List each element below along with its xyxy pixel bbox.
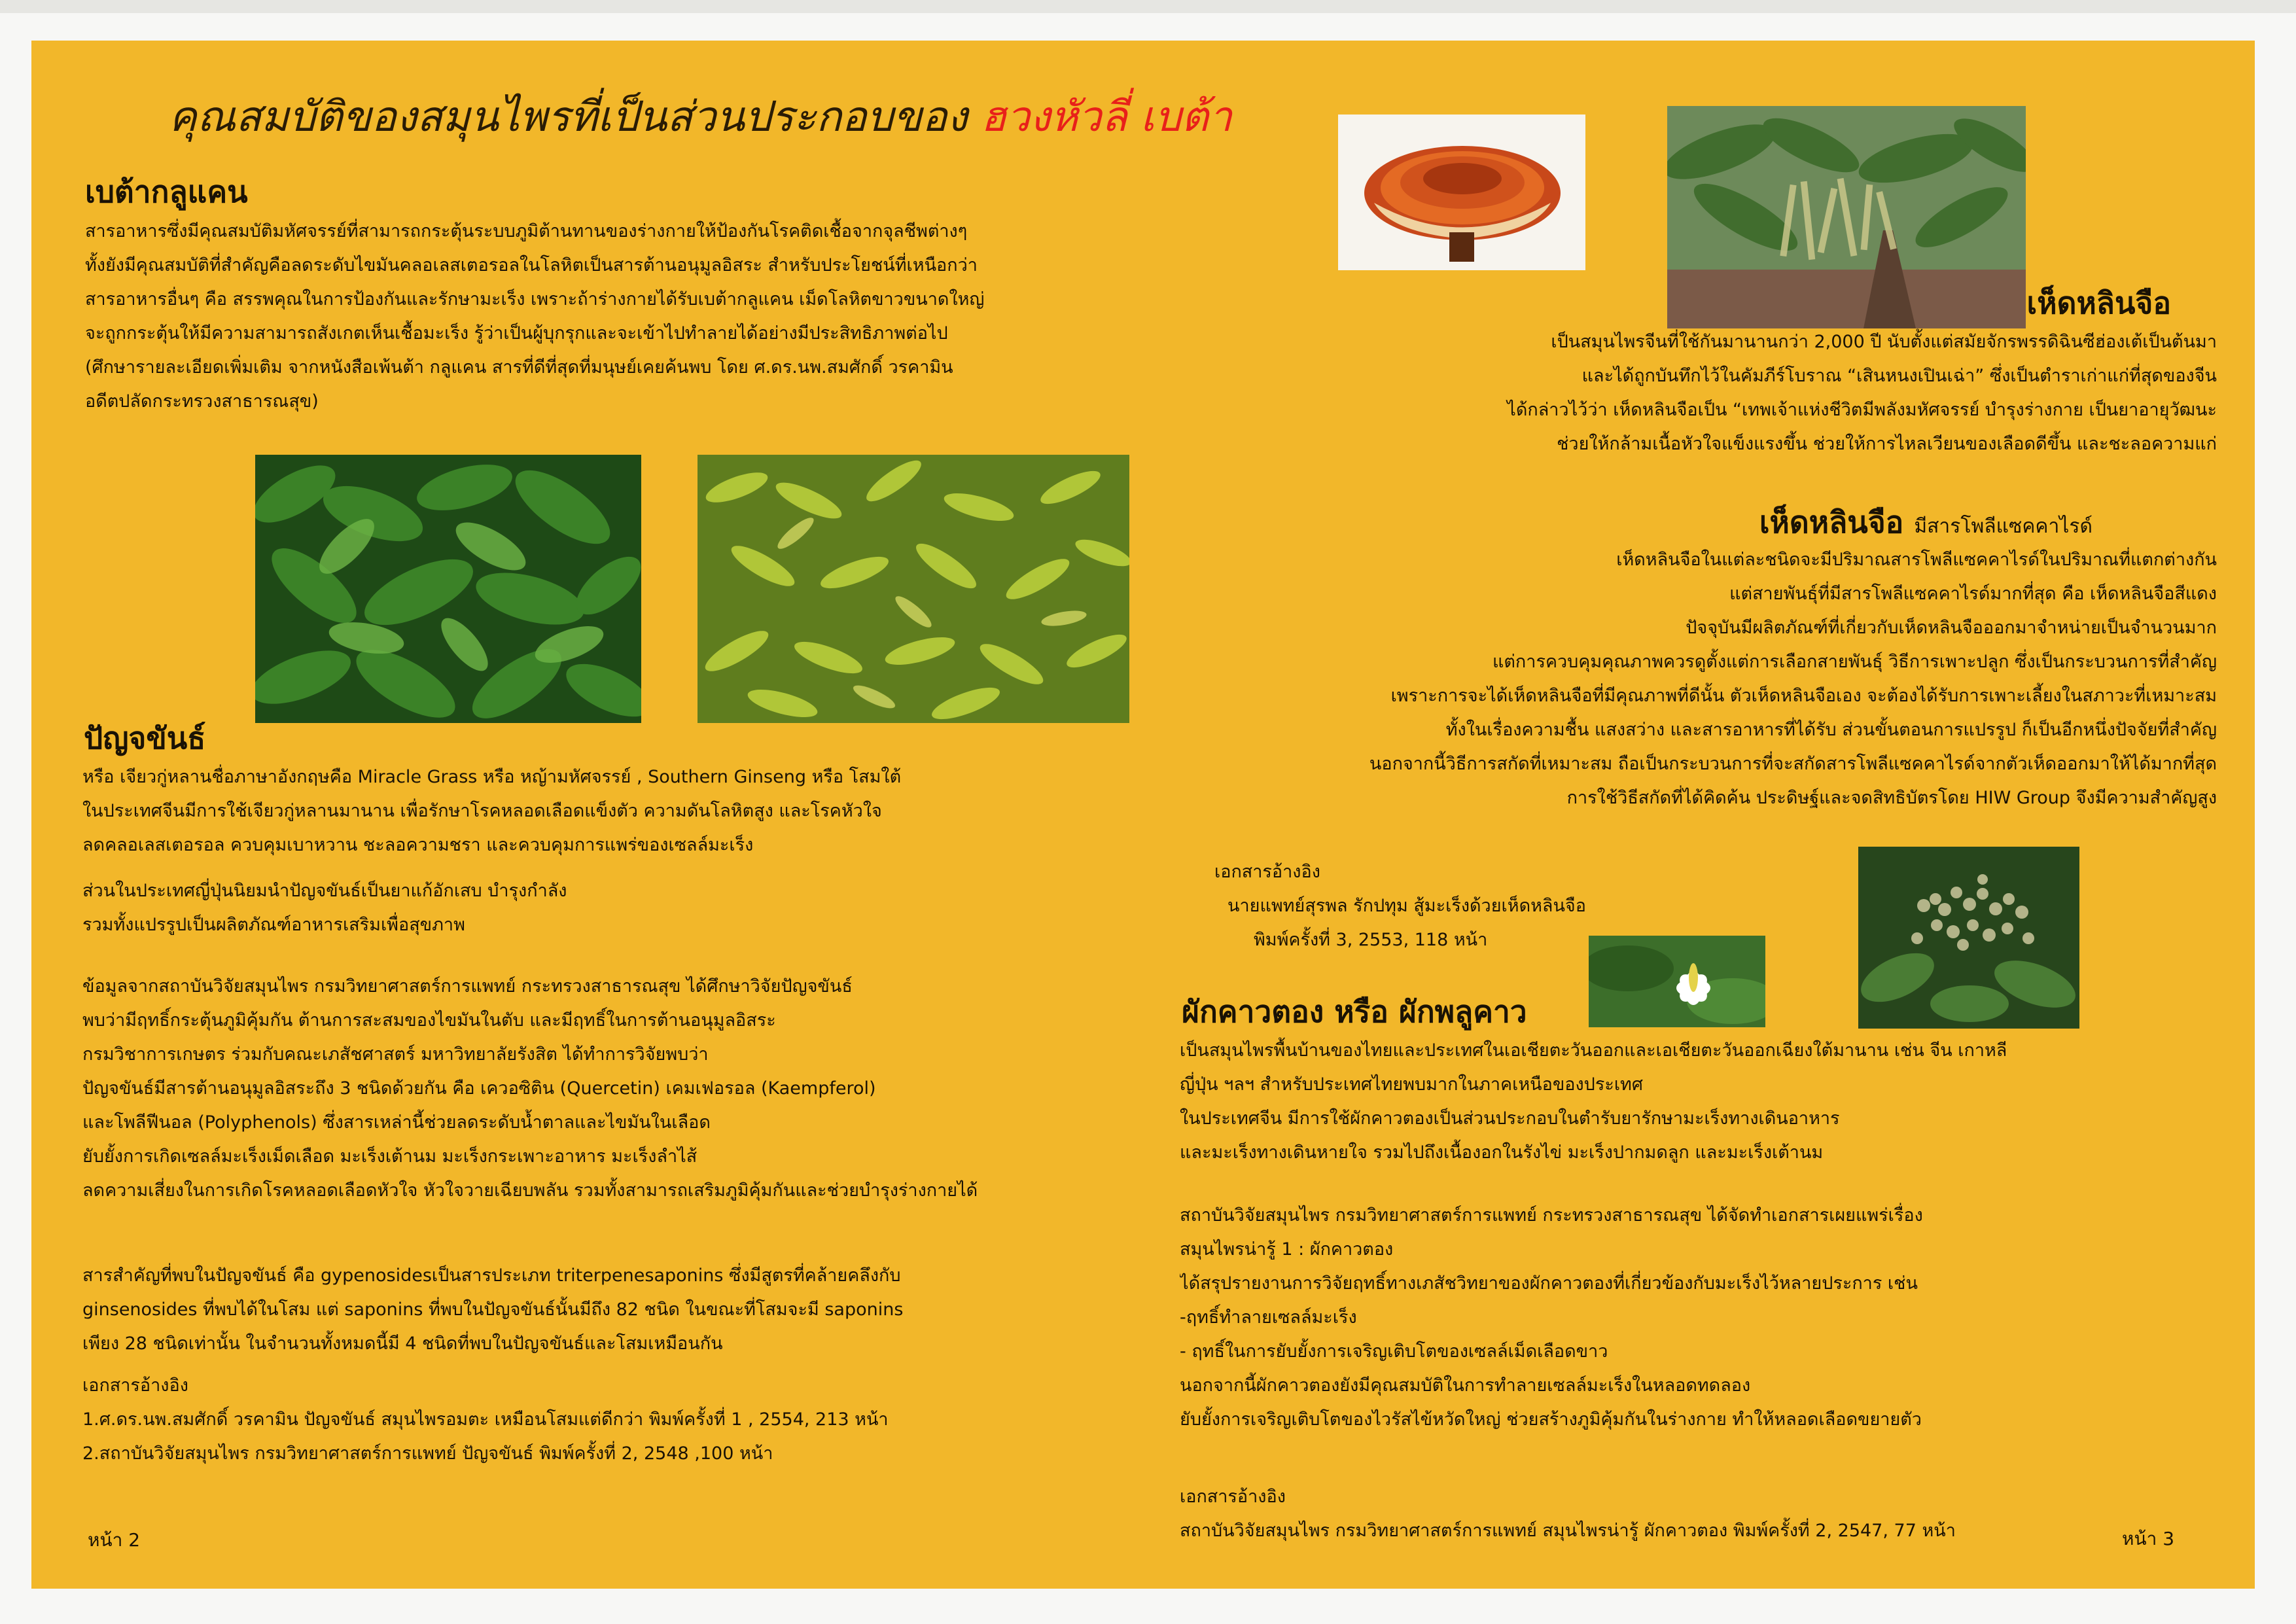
jiaogulan-japan-text bbox=[82, 874, 1162, 942]
text-line: และมะเร็งทางเดินหายใจ รวมไปถึงเนื้องอกในรังไข่ มะเร็งปากมดลูก และมะเร็งเต้านม bbox=[1180, 1142, 1824, 1163]
heading-jiaogulan: ปัญจขันธ์ bbox=[84, 720, 206, 756]
beta-glucan-text bbox=[85, 215, 1165, 419]
title-main: คุณสมบัติของสมุนไพรที่เป็นส่วนประกอบของ bbox=[169, 93, 968, 141]
reference-item: นายแพทย์สุรพล รักปทุม สู้มะเร็งด้วยเห็ดหลินจือ bbox=[1227, 896, 1586, 916]
text-line: ญี่ปุ่น ฯลฯ สำหรับประเทศไทยพบมากในภาคเหนือของประเทศ bbox=[1180, 1074, 1643, 1095]
lingzhi-text bbox=[1203, 325, 2217, 461]
text-line: เป็นสมุนไพรจีนที่ใช้กันมานานกว่า 2,000 ปี นับตั้งแต่สมัยจักรพรรดิฉินซีฮ่องเต้เป็นต้นมา bbox=[1551, 332, 2217, 352]
text-line: สถาบันวิจัยสมุนไพร กรมวิทยาศาสตร์การแพทย์ กระทรวงสาธารณสุข ได้จัดทำเอกสารเผยแพร่เรื่อง bbox=[1180, 1205, 1923, 1226]
page-number-left: หน้า 2 bbox=[88, 1529, 141, 1551]
references-label: เอกสารอ้างอิง bbox=[82, 1375, 188, 1396]
lingzhi-polysaccharide-text bbox=[1098, 543, 2217, 815]
houttuynia-flower-photo bbox=[1589, 936, 1765, 1027]
text-line: การใช้วิธีสกัดที่ได้คิดค้น ประดิษฐ์และจดสิทธิบัตรโดย HIW Group จึงมีความสำคัญสูง bbox=[1566, 788, 2217, 808]
jiaogulan-research-text bbox=[82, 970, 1162, 1208]
reference-item: สถาบันวิจัยสมุนไพร กรมวิทยาศาสตร์การแพทย์ สมุนไพรน่ารู้ ผักคาวตอง พิมพ์ครั้งที่ 2, 2547, 77 หน้า bbox=[1180, 1521, 1956, 1541]
heading-lingzhi: เห็ดหลินจือ bbox=[2026, 285, 2171, 321]
text-line: แต่การควบคุมคุณภาพควรดูตั้งแต่การเลือกสายพันธุ์ วิธีการเพาะปลูก ซึ่งเป็นกระบวนการที่สำคัญ bbox=[1492, 652, 2217, 672]
page-number-right: หน้า 3 bbox=[2122, 1528, 2175, 1549]
text-line: อดีตปลัดกระทรวงสาธารณสุข) bbox=[85, 391, 319, 412]
houttuynia-research-text bbox=[1180, 1199, 2227, 1437]
text-line: และโพลีฟีนอล (Polyphenols) ซึ่งสารเหล่านี้ช่วยลดระดับน้ำตาลและไขมันในเลือด bbox=[82, 1112, 711, 1133]
references-label: เอกสารอ้างอิง bbox=[1180, 1487, 1286, 1507]
text-line: สารอาหารซึ่งมีคุณสมบัติมหัศจรรย์ที่สามารถกระตุ้นระบบภูมิต้านทานของร่างกายให้ป้องกันโรคติดเชื้อจากจุลชีพต่างๆ bbox=[85, 221, 968, 241]
jiaogulan-saponin-text bbox=[82, 1259, 1162, 1361]
lingzhi-mushroom-photo bbox=[1338, 115, 1585, 270]
text-line: นอกจากนี้วิธีการสกัดที่เหมาะสม ถือเป็นกระบวนการที่จะสกัดสารโพลีแซคคาไรด์จากตัวเห็ดออกมาให้ได้มากที่สุด bbox=[1369, 754, 2217, 774]
heading-beta-glucan: เบต้ากลูแคน bbox=[85, 174, 248, 209]
text-line: ส่วนในประเทศญี่ปุ่นนิยมนำปัญจขันธ์เป็นยาแก้อักเสบ บำรุงกำลัง bbox=[82, 881, 567, 901]
jiaogulan-intro-text bbox=[82, 760, 1162, 862]
text-line: สารอาหารอื่นๆ คือ สรรพคุณในการป้องกันและรักษามะเร็ง เพราะถ้าร่างกายได้รับเบต้ากลูแคน เม็ดโลหิตขาวขนาดใหญ่ bbox=[85, 289, 985, 309]
reference-item: 2.สถาบันวิจัยสมุนไพร กรมวิทยาศาสตร์การแพทย์ ปัญจขันธ์ พิมพ์ครั้งที่ 2, 2548 ,100 หน้า bbox=[82, 1443, 773, 1464]
text-line: เพราะการจะได้เห็ดหลินจือที่มีคุณภาพที่ดีนั้น ตัวเห็ดหลินจือเอง จะต้องได้รับการเพาะเลี้ยงในสภาวะที่เหมาะสม bbox=[1390, 686, 2217, 706]
references-label: เอกสารอ้างอิง bbox=[1214, 862, 1320, 882]
lingzhi2-subheading: มีสารโพลีแซคคาไรด์ bbox=[1914, 515, 2093, 538]
text-line: ข้อมูลจากสถาบันวิจัยสมุนไพร กรมวิทยาศาสตร์การแพทย์ กระทรวงสาธารณสุข ได้ศึกษาวิจัยปัญจขันธ์ bbox=[82, 976, 853, 997]
text-line: (ศึกษารายละเอียดเพิ่มเติม จากหนังสือเพ้นต้า กลูแคน สารที่ดีที่สุดที่มนุษย์เคยค้นพบ โดย ศ.ดร.นพ.สมศักดิ์ วรคามิน bbox=[85, 357, 953, 378]
text-line: ในประเทศจีน มีการใช้ผักคาวตองเป็นส่วนประกอบในตำรับยารักษามะเร็งทางเดินอาหาร bbox=[1180, 1108, 1840, 1129]
text-line: ลดคลอเลสเตอรอล ควบคุมเบาหวาน ชะลอความชรา และควบคุมการแพร่ของเซลล์มะเร็ง bbox=[82, 835, 754, 855]
text-line: ลดความเสี่ยงในการเกิดโรคหลอดเลือดหัวใจ หัวใจวายเฉียบพลัน รวมทั้งสามารถเสริมภูมิคุ้มกันและช่วยบำรุงร่างกายได้ bbox=[82, 1180, 978, 1201]
scan-top-edge bbox=[0, 0, 2296, 13]
text-line: ช่วยให้กล้ามเนื้อหัวใจแข็งแรงขึ้น ช่วยให้การไหลเวียนของเลือดดีขึ้น และชะลอความแก่ bbox=[1557, 434, 2217, 454]
text-line: สารสำคัญที่พบในปัญจขันธ์ คือ gypenosidesเป็นสารประเภท triterpenesaponins ซึ่งมีสูตรที่คล้ายคลึงกับ bbox=[82, 1265, 901, 1286]
text-line: เพียง 28 ชนิดเท่านั้น ในจำนวนทั้งหมดนี้มี 4 ชนิดที่พบในปัญจขันธ์และโสมเหมือนกัน bbox=[82, 1333, 723, 1354]
heading-houttuynia: ผักคาวตอง หรือ ผักพลูคาว bbox=[1182, 994, 1527, 1029]
text-line: จะถูกกระตุ้นให้มีความสามารถสังเกตเห็นเชื้อมะเร็ง รู้ว่าเป็นผู้บุกรุกและจะเข้าไปทำลายได้อย่างมีประสิทธิภาพต่อไป bbox=[85, 323, 948, 344]
houttuynia-intro-text bbox=[1180, 1034, 2227, 1170]
reference-item: พิมพ์ครั้งที่ 3, 2553, 118 หน้า bbox=[1254, 930, 1488, 950]
text-line: แต่สายพันธุ์ที่มีสารโพลีแซคคาไรด์มากที่สุด คือ เห็ดหลินจือสีแดง bbox=[1729, 584, 2217, 604]
text-line: เป็นสมุนไพรพื้นบ้านของไทยและประเทศในเอเชียตะวันออกและเอเชียตะวันออกเฉียงใต้มานาน เช่น จีน เกาหลี bbox=[1180, 1040, 2007, 1061]
jiaogulan-references bbox=[82, 1369, 1162, 1471]
page-title bbox=[169, 81, 1281, 153]
text-line: ได้กล่าวไว้ว่า เห็ดหลินจือเป็น “เทพเจ้าแห่งชีวิตมีพลังมหัศจรรย์ บำรุงร่างกาย เป็นยาอายุวัฒนะ bbox=[1507, 400, 2217, 420]
text-line: - ฤทธิ์ในการยับยั้งการเจริญเติบโตของเซลล์เม็ดเลือดขาว bbox=[1180, 1341, 1608, 1362]
text-line: ginsenosides ที่พบได้ในโสม แต่ saponins ที่พบในปัญจขันธ์นั้นมีถึง 82 ชนิด ในขณะที่โสมจะมี saponins bbox=[82, 1299, 904, 1320]
lingzhi2-heading: เห็ดหลินจือ bbox=[1759, 504, 1904, 540]
title-highlight: ฮวงหัวลี่ เบต้า bbox=[980, 93, 1232, 141]
text-line: ปัจจุบันมีผลิตภัณฑ์ที่เกี่ยวกับเห็ดหลินจือออกมาจำหน่ายเป็นจำนวนมาก bbox=[1686, 618, 2217, 638]
heading-lingzhi-polysaccharide bbox=[1438, 499, 2093, 546]
reference-item: 1.ศ.ดร.นพ.สมศักดิ์ วรคามิน ปัญจขันธ์ สมุนไพรอมตะ เหมือนโสมแต่ดีกว่า พิมพ์ครั้งที่ 1 , 2554, 213 หน้า bbox=[82, 1409, 889, 1430]
text-line: เห็ดหลินจือในแต่ละชนิดจะมีปริมาณสารโพลีแซคคาไรด์ในปริมาณที่แตกต่างกัน bbox=[1616, 550, 2217, 570]
brochure-spread bbox=[31, 41, 2255, 1589]
houttuynia-plant-photo bbox=[1858, 847, 2079, 1029]
jiaogulan-plant-photo bbox=[698, 455, 1129, 723]
text-line: -ฤทธิ์ทำลายเซลล์มะเร็ง bbox=[1180, 1307, 1357, 1328]
text-line: ทั้งยังมีคุณสมบัติที่สำคัญคือลดระดับไขมันคลอเลสเตอรอลในโลหิตเป็นสารต้านอนุมูลอิสระ สำหรับประโยชน์ที่เหนือกว่า bbox=[85, 255, 978, 275]
text-line: ทั้งในเรื่องความชื้น แสงสว่าง และสารอาหารที่ได้รับ ส่วนขั้นตอนการแปรรูป ก็เป็นอีกหนึ่งปัจจัยที่สำคัญ bbox=[1445, 720, 2217, 740]
text-line: ได้สรุปรายงานการวิจัยฤทธิ์ทางเภสัชวิทยาของผักคาวตองที่เกี่ยวข้องกับมะเร็งไว้หลายประการ เช่น bbox=[1180, 1273, 1918, 1294]
text-line: และได้ถูกบันทึกไว้ในคัมภีร์โบราณ “เสินหนงเปินเฉ่า” ซึ่งเป็นตำราเก่าแก่ที่สุดของจีน bbox=[1581, 366, 2217, 386]
text-line: สมุนไพรน่ารู้ 1 : ผักคาวตอง bbox=[1180, 1239, 1394, 1260]
text-line: ยับยั้งการเจริญเติบโตของไวรัสไข้หวัดใหญ่ ช่วยสร้างภูมิคุ้มกันในร่างกาย ทำให้หลอดเลือดขยายตัว bbox=[1180, 1409, 1922, 1430]
jiaogulan-leaves-photo bbox=[255, 455, 641, 723]
houttuynia-references bbox=[1180, 1480, 2227, 1548]
text-line: หรือ เจียวกู่หลานชื่อภาษาอังกฤษคือ Miracle Grass หรือ หญ้ามหัศจรรย์ , Southern Ginseng หรือ โสมใต้ bbox=[82, 767, 902, 787]
text-line: ปัญจขันธ์มีสารต้านอนุมูลอิสระถึง 3 ชนิดด้วยกัน คือ เควอซิติน (Quercetin) เคมเฟอรอล (Kaempferol) bbox=[82, 1078, 876, 1099]
text-line: ยับยั้งการเกิดเซลล์มะเร็งเม็ดเลือด มะเร็งเต้านม มะเร็งกระเพาะอาหาร มะเร็งลำไส้ bbox=[82, 1146, 698, 1167]
text-line: กรมวิชาการเกษตร ร่วมกับคณะเภสัชศาสตร์ มหาวิทยาลัยรังสิต ได้ทำการวิจัยพบว่า bbox=[82, 1044, 709, 1065]
text-line: รวมทั้งแปรรูปเป็นผลิตภัณฑ์อาหารเสริมเพื่อสุขภาพ bbox=[82, 915, 465, 935]
text-line: ในประเทศจีนมีการใช้เจียวกู่หลานมานาน เพื่อรักษาโรคหลอดเลือดแข็งตัว ความดันโลหิตสูง และโรคหัวใจ bbox=[82, 801, 882, 821]
text-line: นอกจากนี้ผักคาวตองยังมีคุณสมบัติในการทำลายเซลล์มะเร็งในหลอดทดลอง bbox=[1180, 1375, 1751, 1396]
text-line: พบว่ามีฤทธิ์กระตุ้นภูมิคุ้มกัน ต้านการสะสมของไขมันในตับ และมีฤทธิ์ในการต้านอนุมูลอิสระ bbox=[82, 1010, 776, 1031]
